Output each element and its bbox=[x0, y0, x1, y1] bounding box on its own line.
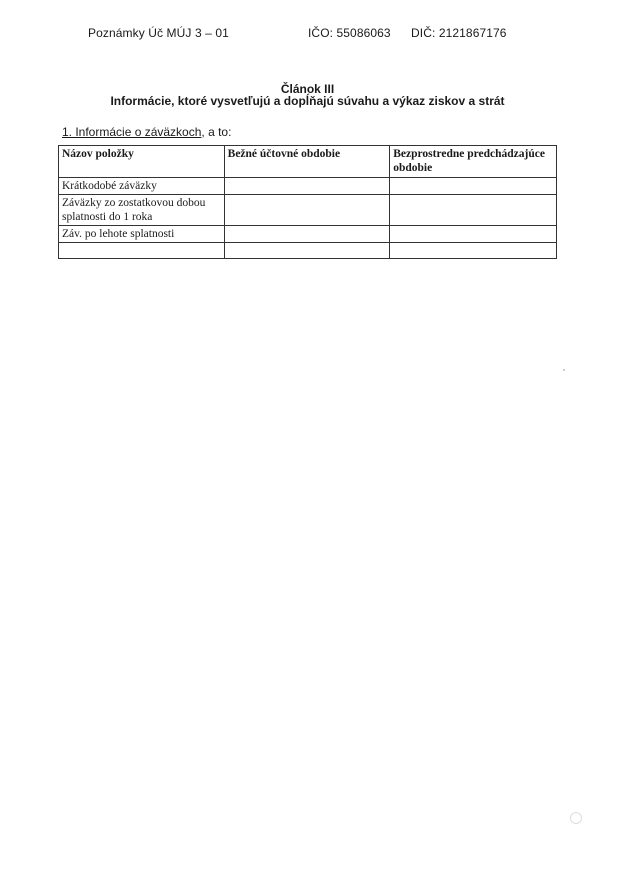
table-cell-item bbox=[59, 243, 225, 259]
section-title bbox=[62, 125, 231, 139]
table-cell-current bbox=[224, 178, 390, 195]
table-cell-previous bbox=[390, 178, 557, 195]
table-cell-previous bbox=[390, 243, 557, 259]
section-title-main: 1. Informácie o záväzkoch bbox=[62, 125, 202, 139]
table-cell-current bbox=[224, 243, 390, 259]
column-header-current-period: Bežné účtovné obdobie bbox=[224, 146, 390, 178]
article-number: Článok III bbox=[280, 82, 335, 96]
table-cell-item: Záväzky zo zostatkovou dobou splatnosti do 1 roka bbox=[59, 195, 225, 226]
table-cell-item: Záv. po lehote splatnosti bbox=[59, 226, 225, 243]
article-heading: Informácie, ktoré vysvetľujú a dopĺňajú súvahu a výkaz ziskov a strát bbox=[110, 94, 505, 108]
table-header-row bbox=[59, 146, 557, 178]
table-cell-item: Krátkodobé záväzky bbox=[59, 178, 225, 195]
table-cell-current bbox=[224, 226, 390, 243]
table-cell-previous bbox=[390, 195, 557, 226]
section-title-suffix: , a to: bbox=[201, 125, 232, 139]
scan-speck bbox=[570, 812, 582, 824]
column-header-previous-period: Bezprostredne predchádzajúce obdobie bbox=[390, 146, 557, 178]
table-cell-previous bbox=[390, 226, 557, 243]
table-row bbox=[59, 178, 557, 195]
document-reference: Poznámky Úč MÚJ 3 – 01 bbox=[88, 26, 229, 40]
liabilities-table bbox=[58, 145, 557, 259]
table-row bbox=[59, 195, 557, 226]
table-row bbox=[59, 226, 557, 243]
column-header-item-name: Názov položky bbox=[59, 146, 225, 178]
scan-speck bbox=[563, 369, 565, 371]
table-row bbox=[59, 243, 557, 259]
ico-number: IČO: 55086063 bbox=[308, 26, 391, 40]
table-cell-current bbox=[224, 195, 390, 226]
dic-number: DIČ: 2121867176 bbox=[411, 26, 507, 40]
